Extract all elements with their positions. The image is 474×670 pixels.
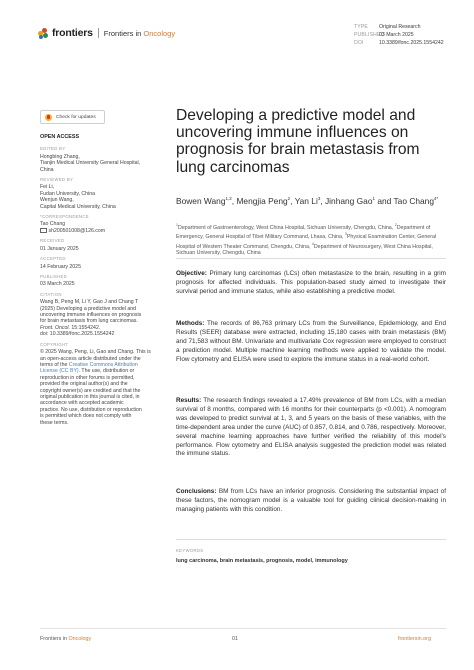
- abstract-objective: Objective: Primary lung carcinomas (LCs) often metastasize to the brain, resulting in a grim prognosis for affected individuals. This population-based study aimed to investigate their survival period and immune status, while also establishing a predictive model.: [176, 270, 446, 295]
- footer-divider: [40, 628, 446, 629]
- citation-doi[interactable]: doi: 10.3389/fonc.2025.1554242: [40, 331, 115, 338]
- article-title: Developing a predictive model and uncovering immune influences on prognosis for brain metastasis from lung carcinomas: [176, 107, 420, 176]
- cc-license-link-2[interactable]: License (CC BY).: [40, 368, 81, 375]
- article-sidebar: [40, 134, 158, 427]
- citation: Wang B, Peng M, Li Y, Gao J and Chang T (2025) Developing a predictive model and uncovering immune influences on prognosis for brain metastasis from lung carcinomas. Front. Oncol. 15:1554242. doi: 10.3389/fonc.2025.1554242: [40, 299, 158, 337]
- abstract-methods: Methods: The records of 86,763 primary LCs from the Surveillance, Epidemiology, and End Results (SEER) database were extracted, including 15,180 cases with brain metastasis (BM) and 71,583 without BM. Univariate and multivariate Cox regression were employed to construct a prediction model. Multiple machine learning methods were applied to validate the model. Flow cytometry and ELISA were used to explore the immune status in a real-world cohort.: [176, 320, 446, 363]
- meta-type: TYPE Original Research: [354, 24, 421, 30]
- abstract-results: Results: The research findings revealed a 17.49% prevalence of BM from LCs, with a median survival of 8 months, compared with 16 months for their counterparts (p <0.001). A nomogram was developed to predict survival at 1, 3, and 5 years on the basis of these variables, with the time-dependent area under the curve (AUC) of 0.857, 0.814, and 0.786, respectively. Moreover, several machine learning approaches have further verified the reliability of this model’s performance. Flow cytometry and ELISA analysis suggested the prediction model was related the immune status.: [176, 397, 446, 458]
- correspondence-label: *CORRESPONDENCE: [40, 214, 89, 220]
- frontiers-logo-icon: [38, 28, 49, 39]
- divider: [176, 258, 446, 259]
- check-updates-label: Check for updates: [56, 114, 96, 120]
- footer-site-link[interactable]: frontiersin.org: [398, 636, 431, 642]
- edited-by-label: EDITED BY: [40, 146, 66, 152]
- accepted-date: 14 February 2025: [40, 263, 81, 270]
- open-access-label: OPEN ACCESS: [40, 134, 80, 140]
- reviewed-by-label: REVIEWED BY: [40, 177, 74, 183]
- cc-license-link[interactable]: Creative Commons Attribution: [68, 361, 138, 368]
- keywords: lung carcinoma, brain metastasis, prognosis, model, immunology: [176, 558, 348, 564]
- divider: [176, 539, 446, 540]
- page-number: 01: [232, 636, 238, 642]
- meta-published: PUBLISHED03 March 2025: [354, 31, 414, 38]
- author[interactable]: Tao Chang$^{4*}$: [393, 195, 439, 206]
- edited-by: Hongbing Zhang, Tianjin Medical University General Hospital, China: [40, 153, 141, 173]
- received-date: 01 January 2025: [40, 245, 79, 252]
- accepted-label: ACCEPTED: [40, 256, 66, 262]
- affiliations: $^1$Department of Gastroenterology, West China Hospital, Sichuan University, Chengdu, China, $^2$Department of Emergency, General Hospital of Tibet Military Command, Lhasa, China, $^3$Physical Examination Center, General Hospital of Western Theater Command, Chengdu, China, $^4$Department of Neurosurgery, West China Hospital, Sichuan University, Chengdu, China: [176, 223, 437, 257]
- copyright-label: COPYRIGHT: [40, 341, 69, 347]
- brand-divider: [98, 28, 99, 38]
- article-meta: [354, 24, 444, 47]
- frontiers-logo-text: frontiers: [52, 27, 93, 39]
- correspondence-email[interactable]: sh200501008@126.com: [40, 228, 158, 235]
- mail-icon: [40, 228, 47, 234]
- author[interactable]: Jinhang Gao$^1$: [324, 195, 375, 206]
- footer-journal[interactable]: Frontiers in Oncology: [40, 636, 92, 642]
- journal-brand: [38, 27, 175, 39]
- meta-doi[interactable]: DOI 10.3389/fonc.2025.1554242: [354, 39, 444, 46]
- check-for-updates-button[interactable]: [40, 110, 105, 124]
- citation-label: CITATION: [40, 291, 62, 297]
- correspondence: Tao Chang sh200501008@126.com: [40, 221, 158, 234]
- keywords-label: KEYWORDS: [176, 548, 204, 553]
- copyright: © 2025 Wang, Peng, Li, Gao and Chang. This is an open-access article distributed under the terms of the Creative Commons Attribution License (CC BY). The use, distribution or reproduction in other forums is permitted, provided the original author(s) and the copyright owner(s) are credited and that the original publication in this journal is cited, in accordance with accepted academic practice. No use, distribution or reproduction is permitted which does not comply with these terms.: [40, 349, 151, 426]
- journal-name[interactable]: Frontiers in Oncology: [103, 28, 176, 38]
- author[interactable]: Yan Li$^3$: [294, 195, 321, 206]
- reviewed-by: Fei Li, Fudan University, China Wenjun Wang, Capital Medical University, China: [40, 184, 116, 210]
- check-updates-icon: [45, 114, 52, 121]
- abstract-conclusions: Conclusions: BM from LCs have an inferior prognosis. Considering the substantial impact of these factors, the nomogram model is a valuable tool for guiding clinical decision-making in managing patients with this condition.: [176, 488, 446, 513]
- author-list: Bowen Wang$^{1,2}$, Mengjia Peng$^2$, Yan Li$^3$, Jinhang Gao$^1$ and Tao Chang$^{4*}$: [176, 195, 439, 206]
- author[interactable]: Mengjia Peng$^2$: [236, 195, 291, 206]
- author[interactable]: Bowen Wang$^{1,2}$: [176, 195, 232, 206]
- published-date: 03 March 2025: [40, 281, 75, 288]
- received-label: RECEIVED: [40, 238, 65, 244]
- published-label: PUBLISHED: [40, 274, 68, 280]
